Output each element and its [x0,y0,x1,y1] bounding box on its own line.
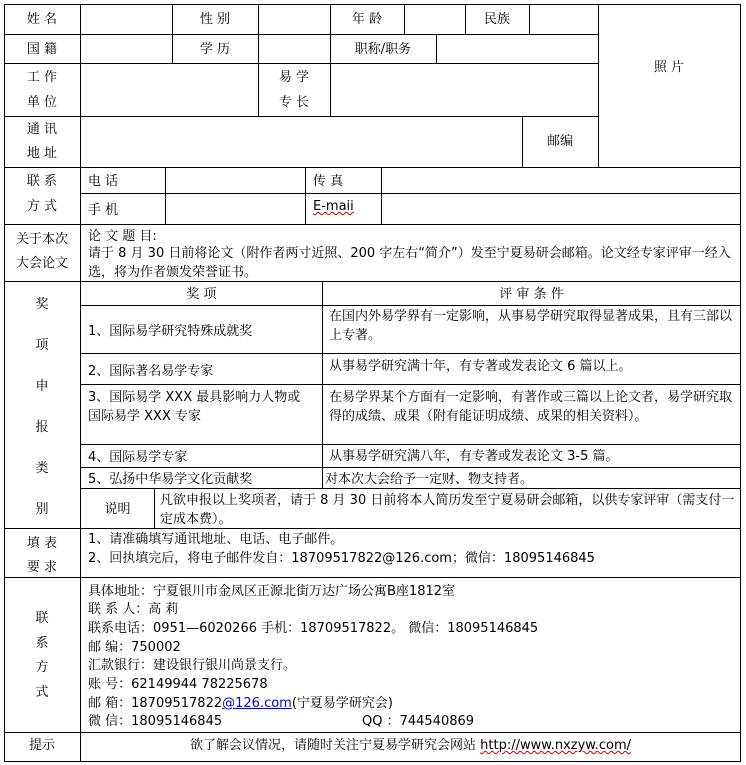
contact-label-1: 联 系 [26,174,58,189]
awards-col-header: 奖 项 [186,287,217,302]
contact-bank: 汇款银行：建设银行银川尚景支行。 [88,658,297,673]
email-label: E-maii [313,199,354,214]
contact-person: 联 系 人：高 莉 [88,602,179,617]
grid-h-line [80,384,741,385]
contact-mail-prefix: 邮 箱：18709517822 [88,696,223,711]
website-link[interactable]: http://www.nxzyw.com/ [480,738,631,753]
grid-v-line [598,4,599,168]
mobile-label: 手 机 [88,203,119,218]
nationality-label: 国 籍 [26,42,58,57]
tip-text: 欲了解会议情况，请随时关注宁夏易学研究会网站 [190,738,481,753]
grid-v-line [529,4,530,35]
grid-h-line [80,467,741,468]
title-label: 职称/职务 [354,42,412,57]
grid-h-line [80,305,741,306]
grid-v-line [381,167,382,225]
grid-v-line [436,34,437,64]
awards-note-text: 凡欲申报以上奖项者，请于 8 月 30 日前将本人简历发至宁夏易研会邮箱，以供专家评审（需支付一定成本费）。 [160,493,735,527]
education-label: 学 历 [199,42,231,57]
awards-side-label-char: 别 [35,502,49,517]
contact-qq: QQ ：744540869 [362,714,475,729]
grid-h-line [80,193,741,194]
fill-req-1: 1、请准确填写通讯地址、电话、电子邮件。 [88,532,344,547]
grid-h-line [4,4,741,5]
awards-side-label-char: 项 [35,338,49,353]
fill-label-2: 要 求 [26,560,58,575]
fax-label: 传 真 [313,174,344,189]
contact-label-2: 方 式 [26,199,58,214]
grid-v-line [305,167,306,225]
age-label: 年 龄 [351,12,383,27]
criteria-col-header: 评 审 条 件 [499,287,564,302]
contact-side-label-char: 方 [35,660,49,675]
contact-mail-line [88,695,393,713]
work-unit-label-1: 工 作 [26,70,58,85]
grid-v-line [165,167,166,225]
grid-v-line [740,4,741,762]
name-label: 姓 名 [26,12,58,27]
paper-label-1: 关于本次 [15,232,68,247]
grid-v-line [80,4,81,762]
gender-label: 性 别 [199,12,231,27]
contact-side-label-char: 式 [35,684,49,700]
grid-h-line [4,224,741,225]
contact-wechat: 微 信：18095146845 [88,714,223,729]
award-5-criteria: 对本次大会给予一定财、物支持者。 [325,472,534,487]
award-4-name: 4、国际易学专家 [88,450,188,465]
award-1-name: 1、国际易学研究特殊成就奖 [88,324,253,339]
grid-h-line [4,577,741,578]
awards-side-label-char: 报 [35,420,49,435]
ethnicity-label: 民族 [483,12,510,27]
awards-side-label-char: 申 [35,379,49,394]
grid-h-line [4,116,599,117]
paper-instructions: 请于 8 月 30 日前将论文（附作者两寸近照、200 字左右“简介”）发至宁夏易研会邮箱。论文经专家评审一经入选，将为作者颁发荣誉证书。 [88,246,731,280]
specialty-label-1: 易 学 [278,70,310,85]
fill-req-2: 2、回执填完后，将电子邮件发自：18709517822@126.com；微信：18095146845 [88,551,595,566]
tip-label: 提示 [28,738,55,753]
paper-label-2: 大会论文 [15,256,68,271]
award-3-name: 3、国际易学 XXX 最具影响力人物或 国际易学 XXX 专家 [88,390,317,424]
grid-h-line [4,761,741,762]
award-1-criteria: 在国内外易学界有一定影响，从事易学研究取得显著成果，且有三部以上专著。 [329,309,733,343]
paper-title-line: 论 文 题 目: [88,229,157,244]
specialty-label-2: 专 长 [278,95,310,110]
award-2-name: 2、国际著名易学专家 [88,364,214,379]
grid-v-line [322,281,323,489]
contact-side-label-char: 系 [35,635,49,651]
award-3-criteria: 在易学界某个方面有一定影响，有著作或三篇以上论文者，易学研究取得的成绩、成果（附有能证明成绩、成果的相关资料）。 [329,390,733,424]
grid-h-line [4,34,599,35]
grid-h-line [80,444,741,445]
address-label-2: 地 址 [26,146,58,161]
contact-address: 具体地址：宁夏银川市金凤区正源北街万达广场公寓B座1812室 [88,584,456,599]
awards-note-label: 说明 [104,502,131,517]
grid-h-line [4,732,741,733]
fill-label-1: 填 表 [26,536,58,551]
address-label-1: 通 讯 [26,122,58,137]
award-2-criteria: 从事易学研究满十年，有专著或发表论文 6 篇以上。 [329,359,632,374]
awards-side-label-char: 类 [35,461,49,476]
contact-mail-link[interactable]: @126.com [222,696,292,711]
photo-label: 照 片 [653,60,685,75]
postcode-label: 邮编 [546,134,573,149]
tip-line [81,737,740,755]
contact-account: 账 号：62149944 78225678 [88,677,268,692]
grid-v-line [154,488,155,529]
grid-v-line [404,4,405,35]
contact-postcode: 邮 编：750002 [88,640,181,655]
contact-phone: 联系电话：0951—6020266 手机：18709517822。 微信：18095146845 [88,621,539,636]
awards-side-label-char: 奖 [35,297,49,312]
contact-side-label-char: 联 [35,611,49,626]
phone-label: 电 话 [88,174,119,189]
contact-mail-suffix: (宁夏易学研究会) [291,696,393,711]
grid-h-line [80,353,741,354]
award-5-name: 5、弘扬中华易学文化贡献奖 [88,472,253,487]
grid-h-line [4,167,741,168]
work-unit-label-2: 单 位 [26,95,58,110]
grid-h-line [4,63,599,64]
award-4-criteria: 从事易学研究满八年，有专著或发表论文 3-5 篇。 [329,449,619,464]
